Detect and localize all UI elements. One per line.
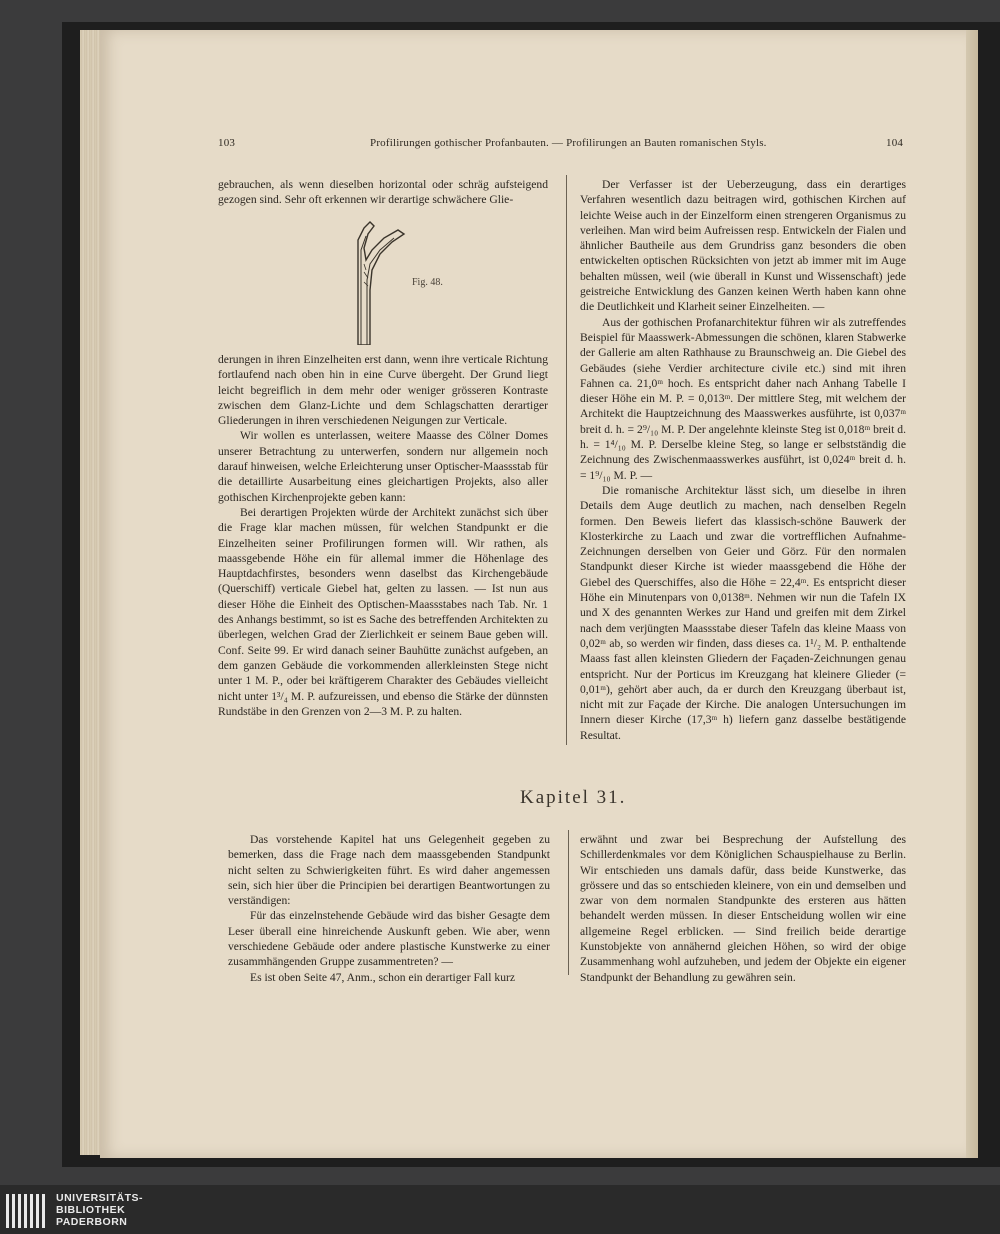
paragraph: Es ist oben Seite 47, Anm., schon ein derartiger Fall kurz <box>250 970 515 984</box>
paragraph: Für das einzelnstehende Gebäude wird das bisher Gesagte dem Leser überall eine hinreichende Auskunft geben. Wie aber, wenn verschiedene Gebäude oder andere plastische Kunstwerke zu einer zusammhängenden Gruppe zusammentreten? — <box>228 909 550 969</box>
library-name-line1: UNIVERSITÄTS- <box>56 1192 144 1204</box>
paragraph: Aus der gothischen Profanarchitektur führen wir als zutreffendes Beispiel für Maasswerk-Abmessungen die schönen, klaren Stabwerke der Gallerie am alten Rathhause zu Braunschweig an. Die Giebel des Gebäudes (siehe Verdier architecture civile etc.) sind mit ihren Fahnen ca. 21,0ᵐ hoch. Es entspricht daher nach Anhang Tabelle I dieser Höhe ein M. P. = 0,013ᵐ. Der mittlere Steg, mit welchem der Architekt die Hauptzeichnung des Maasswerkes ausführte, ist 0,037ᵐ breit d. h. = 2⁹/₁₀ M. P. Der angelehnte kleinste Steg ist 0,018ᵐ breit d. h. = 1⁴/₁₀ M. P. Derselbe kleine Steg, so lange er selbstständig die Zeichnung des Zwischenmaasswerkes ausführt, ist 0,024ᵐ breit d. h. = 1⁹/₁₀ M. P. — <box>580 315 906 482</box>
left-column-main <box>218 352 548 719</box>
running-title: Profilirungen gothischer Profanbauten. — Profilirungen an Bauten romanischen Styls. <box>370 137 767 149</box>
paragraph: gebrauchen, als wenn dieselben horizontal oder schräg aufsteigend gezogen sind. Sehr oft erkennen wir derartige schwächere Glie- <box>218 178 548 207</box>
paragraph: Die romanische Architektur lässt sich, um dieselbe in ihren Details dem Auge deutlich zu machen, nach denselben Regeln formen. Den Beweis liefert das klassisch-schöne Bauwerk der Klosterkirche zu Laach und zwar die vortrefflichen Aufnahme-Zeichnungen derselben von Geier und Görz. Für den normalen Standpunkt dieser Kirche ist wieder maassgebend die Höhe der Giebel des Querschiffes, also die Höhe = 22,4ᵐ. Es entspricht dieser Höhe ein Minutenpars von 0,0138ᵐ. Nehmen wir nun die Tafeln IX und X des genannten Werkes zur Hand und greifen mit dem Zirkel nach dem verjüngten Maassstabe dieser Tafeln das kleine Maass von 0,02ᵐ ab, so werden wir finden, dass dieses ca. 1¹/₂ M. P. enthaltende Maass fast allen kleinsten Gliedern der Façaden-Zeichnungen genau entspricht. Nur der Porticus im Kreuzgang hat kleinere Glieder (= 0,01ᵐ), gehört aber auch, da er durch den Kreuzgang überbaut ist, nicht mit zur Façade der Kirche. Die analogen Untersuchungen im Innern dieser Kirche (17,3ᵐ h) liefern ganz dasselbe bestätigende Resultat. <box>580 483 906 742</box>
lower-left-column <box>228 832 550 985</box>
column-divider <box>566 175 567 745</box>
library-name-line3: PADERBORN <box>56 1216 128 1228</box>
lower-right-column <box>580 832 906 985</box>
paragraph: erwähnt und zwar bei Besprechung der Aufstellung des Schillerdenkmales vor dem Königlichen Schauspielhause zu Berlin. Wir entschieden uns damals dafür, dass beide Kunstwerke, das grössere und das so entschieden kleinere, von ein und demselben und zwar von dem normalen Standpunkte des ersteren aus hätten behandelt werden müssen. In dieser Entscheidung wollen wir eine allgemeine Regel erblicken. — Sind freilich beide derartige Kunstobjekte von annähernd gleichen Höhen, so wird der obige Zusammenhang wohl aufzuheben, und jedem der Objekte ein eigener Standpunkt der Behandlung zu gewähren sein. <box>580 833 906 984</box>
chapter-title: Kapitel 31. <box>520 787 627 808</box>
figure-label: Fig. 48. <box>412 277 443 288</box>
library-logo-icon <box>6 1190 48 1230</box>
page-number-left: 103 <box>218 137 236 149</box>
right-column-main <box>580 177 906 743</box>
left-column-intro <box>218 177 548 208</box>
page-number-right: 104 <box>886 137 904 149</box>
paragraph: derungen in ihren Einzelheiten erst dann, wenn ihre verticale Richtung fortlaufend nach oben hin in eine Curve übergeht. Der Grund liegt leicht begreiflich in dem mehr oder weniger grösseren Kontraste zwischen dem Glanz-Lichte und dem Schlagschatten derartiger Gliederungen in ihren verschiedenen Neigungen zur Verticale. <box>218 353 548 428</box>
page-stack-right <box>966 30 978 1158</box>
library-name-line2: BIBLIOTHEK <box>56 1204 126 1216</box>
paragraph: Das vorstehende Kapitel hat uns Gelegenheit gegeben zu bemerken, dass die Frage nach dem maassgebenden Standpunkt nicht selten zu Schwierigkeiten führt. Es wird daher angemessen sein, sich hier über die Principien bei derartigen Beantwortungen zu verständigen: <box>228 833 550 908</box>
paragraph: Bei derartigen Projekten würde der Architekt zunächst sich über die Frage klar machen müssen, für welchen Standpunkt er die Einzelheiten seiner Profilirungen formen will. Wir rathen, als maassgebende Höhe ein für allemal immer die Höhenlage des Hauptdachfirstes, besonders wenn daselbst das Kirchengebäude (Querschiff) verticale Giebel hat, gelten zu lassen. — Ist nun aus dieser Höhe die Einheit des Optischen-Maassstabes nach Tab. Nr. 1 des Anhangs bestimmt, so ist es Sache des betreffenden Architekten zu überlegen, welchen Grad der Zierlichkeit er seinem Baue geben will. Conf. Seite 99. Er wird danach seiner Bauhütte zunächst aufgeben, an dem ganzen Gebäude die vorkommenden allerkleinsten Stege nicht unter 1 M. P., oder bei kräftigerem Charakter des Gebäudes vielleicht nicht unter 1³/₄ M. P. aufzureissen, und ebenso die Stärke der dünnsten Rundstäbe in den Grenzen von 2—3 M. P. zu halten. <box>218 505 548 718</box>
paragraph: Wir wollen es unterlassen, weitere Maasse des Cölner Domes unserer Betrachtung zu unterwerfen, sondern nur allgemein noch darauf hinweisen, welche Erleichterung unser Optischer-Maassstab für die detaillirte Ausarbeitung eines gleichartigen Projekts, also aller gothischen Kirchenprojekte geben kann: <box>218 429 548 504</box>
paragraph: Der Verfasser ist der Ueberzeugung, dass ein derartiges Verfahren wesentlich dazu beitragen wird, gothischen Kirchen auf leichte Weise auch in der Einzelform einen strengeren Organismus zu verleihen. Man wird beim Aufreissen resp. Entwickeln der Fialen und ähnlicher Bautheile aus dem Grundriss ganz besonders die oben entwickelten optischen Rücksichten von jetzt ab immer mit im Auge behalten müssen, weil (wie überall in Kunst und Wissenschaft) jede geistreiche Entwicklung des Ganzen keinen Werth haben kann ohne die Deutlichkeit und Klarheit seiner Einzelheiten. — <box>580 178 906 314</box>
figure-48-profile-icon <box>350 220 410 345</box>
column-divider <box>568 830 569 975</box>
footer-bar <box>0 1185 1000 1234</box>
